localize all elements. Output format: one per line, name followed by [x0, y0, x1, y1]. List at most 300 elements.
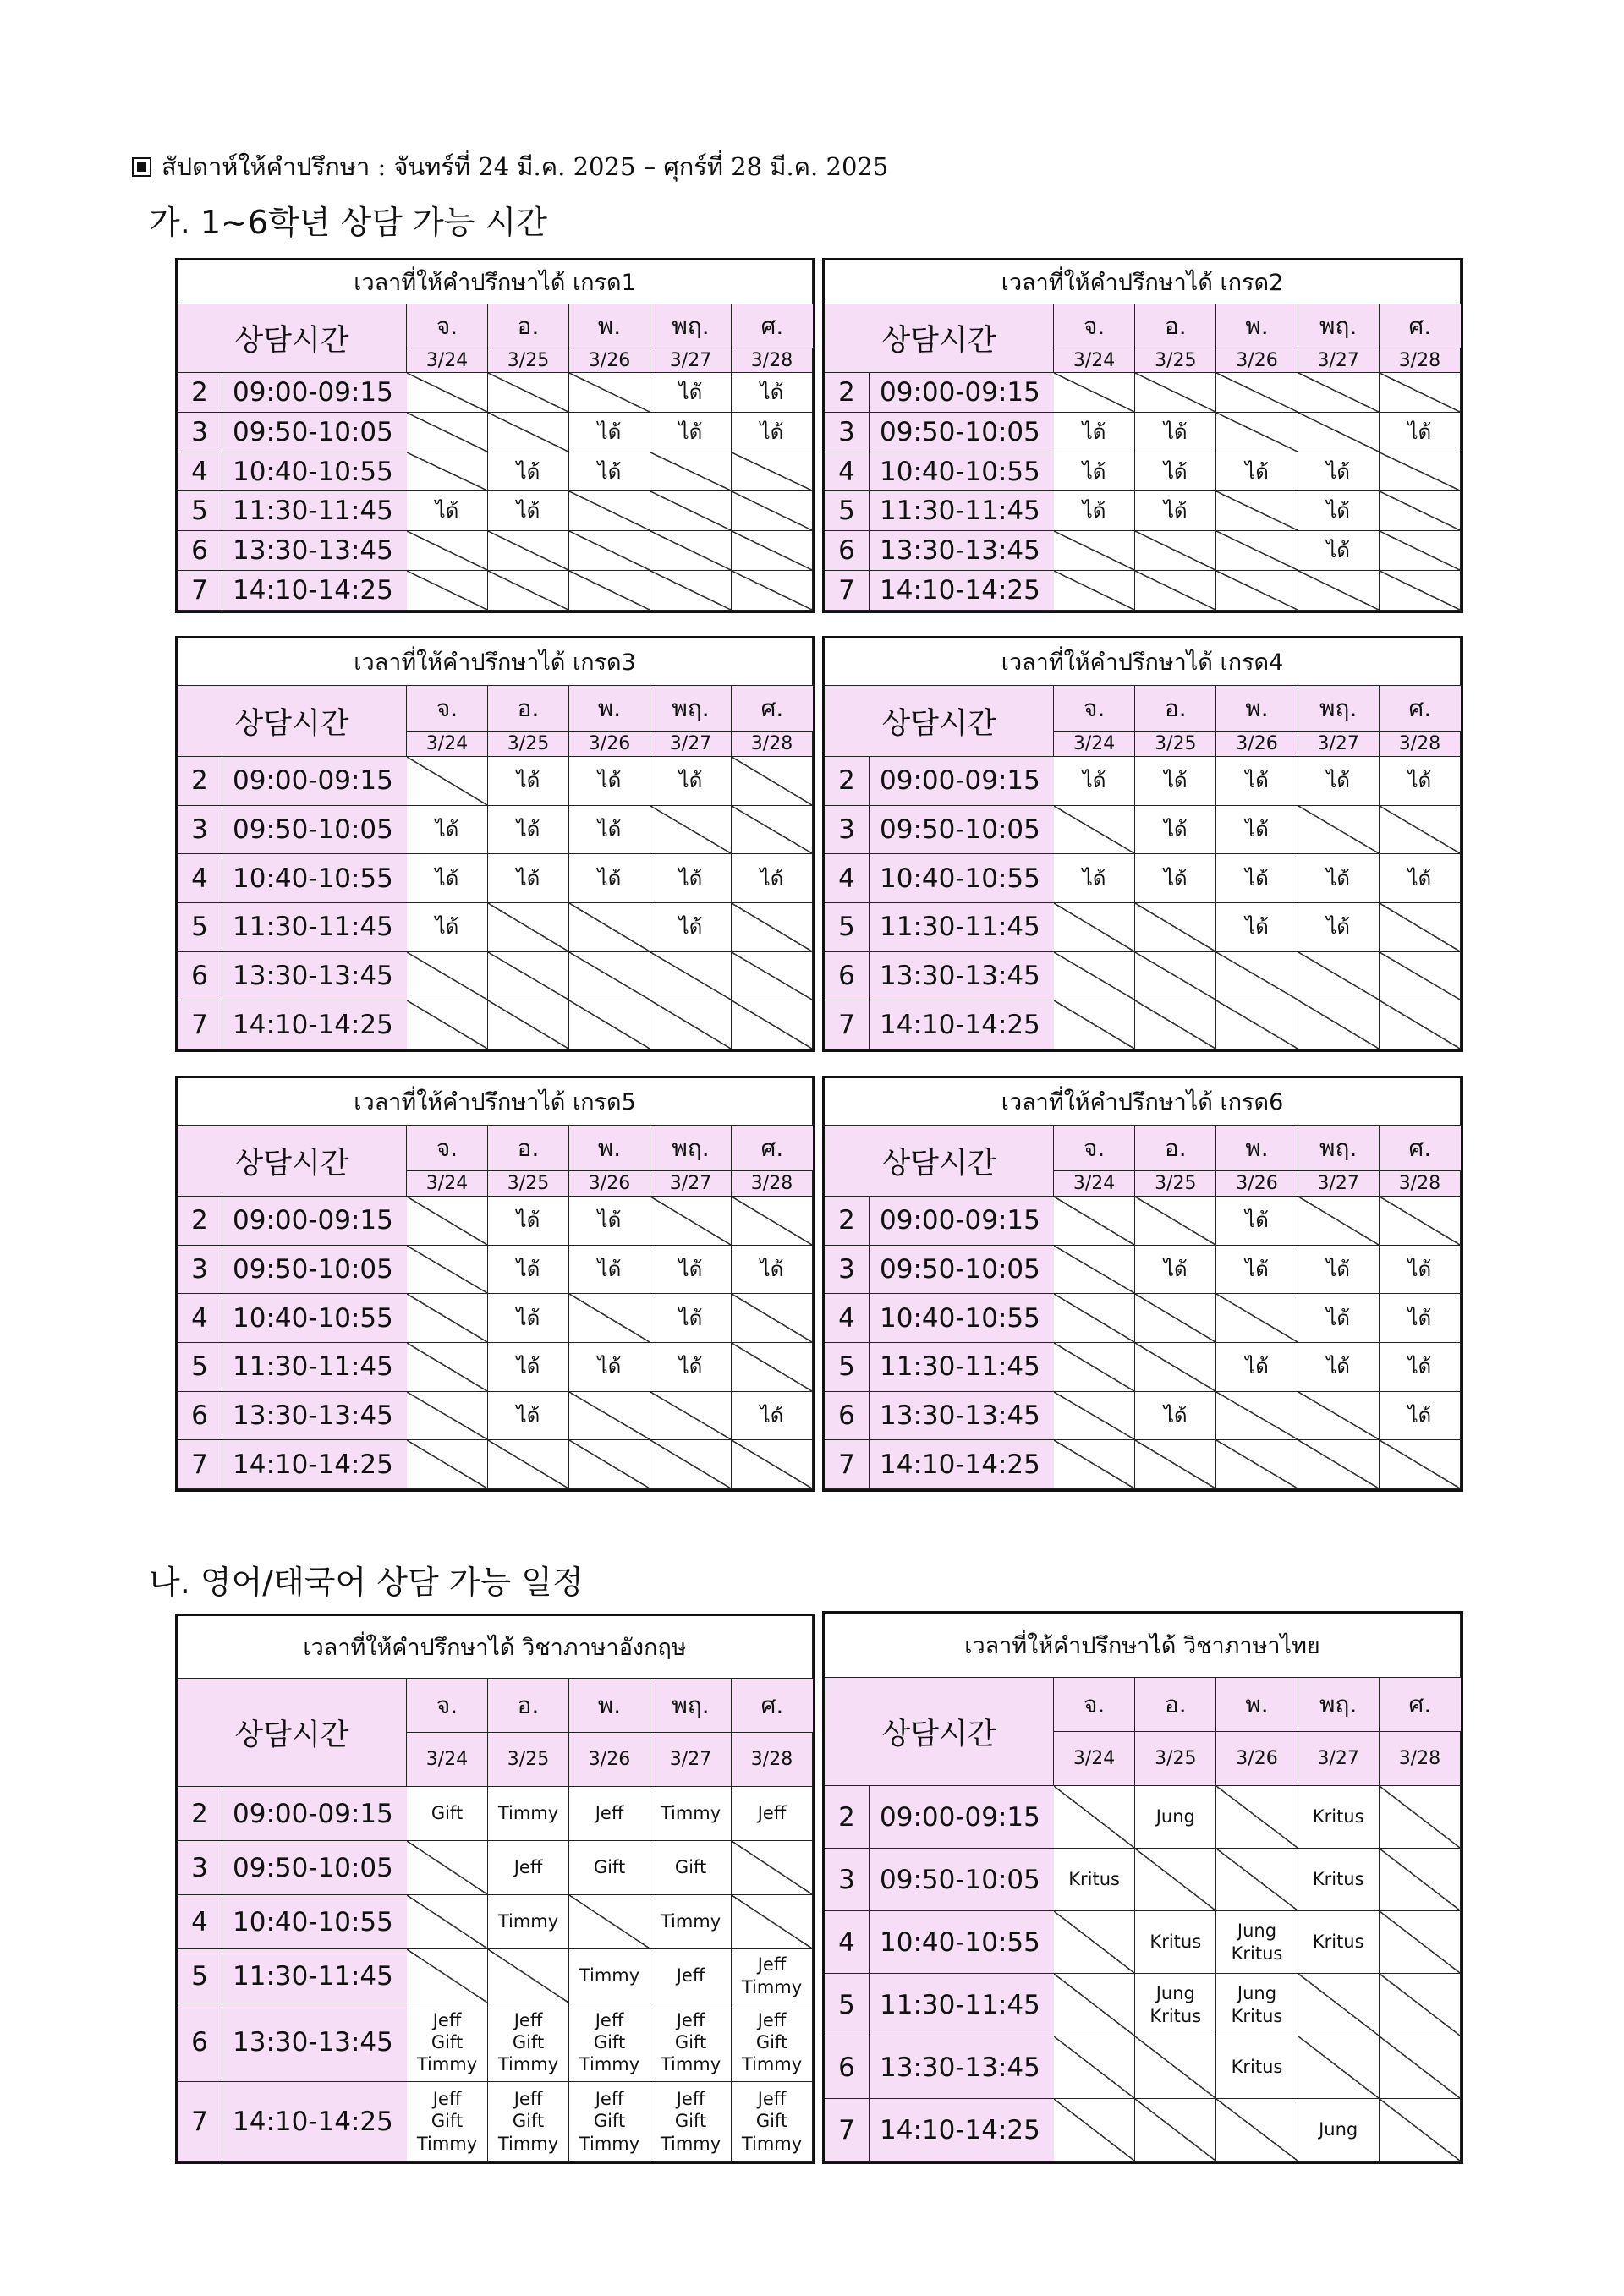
period-number: 5	[825, 1343, 870, 1392]
slot-name: Gift	[431, 2111, 464, 2132]
period-number: 6	[825, 952, 870, 1001]
period-number: 5	[825, 491, 870, 531]
slot-cell-unavailable	[1054, 531, 1135, 571]
period-time: 09:50-10:05	[222, 1841, 407, 1895]
date-header: 3/27	[650, 1171, 732, 1197]
slot-cell: ได้	[732, 373, 813, 413]
slot-cell-unavailable	[1135, 1440, 1216, 1489]
slot-cell: ได้	[488, 1197, 569, 1246]
date-header: 3/27	[1298, 732, 1380, 757]
day-header: พ.	[1216, 1678, 1298, 1732]
period-time: 13:30-13:45	[222, 1392, 407, 1441]
slot-cell: ได้	[1298, 452, 1380, 492]
slot-cell: ได้	[732, 1246, 813, 1295]
period-number: 5	[178, 1949, 222, 2003]
slot-cell-unavailable	[407, 571, 488, 611]
day-header: พ.	[569, 686, 650, 732]
consult-time-label: 상담시간	[825, 1126, 1054, 1197]
day-header: ศ.	[1380, 304, 1461, 348]
slot-cell: ได้	[1135, 452, 1216, 492]
slot-cell-unavailable	[488, 571, 569, 611]
date-header: 3/24	[1054, 732, 1135, 757]
period-time: 14:10-14:25	[870, 1000, 1054, 1049]
grade1-table	[175, 258, 815, 613]
date-header: 3/28	[1380, 1732, 1461, 1786]
slot-cell: Jung	[1135, 1786, 1216, 1849]
slot-cell-unavailable	[1216, 952, 1298, 1001]
slot-cell: ได้	[1054, 854, 1135, 903]
slot-cell: ได้	[650, 1343, 732, 1392]
period-time: 14:10-14:25	[870, 1440, 1054, 1489]
day-header: จ.	[407, 1126, 488, 1171]
slot-name: Timmy	[741, 1976, 803, 1997]
period-number: 5	[825, 903, 870, 952]
slot-cell-unavailable	[1298, 952, 1380, 1001]
period-number: 2	[825, 1197, 870, 1246]
period-time: 09:00-09:15	[222, 1197, 407, 1246]
section-a-title: 가. 1~6학년 상담 가능 시간	[149, 204, 547, 241]
slot-cell	[1216, 1974, 1298, 2036]
slot-cell-unavailable	[650, 452, 732, 492]
date-header: 3/25	[488, 1733, 569, 1787]
table-title: เวลาที่ให้คำปรึกษาได้ เกรด2	[825, 260, 1461, 304]
period-number: 2	[825, 757, 870, 806]
period-number: 5	[825, 1974, 870, 2036]
slot-cell	[569, 2082, 650, 2162]
slot-cell: ได้	[650, 1294, 732, 1343]
slot-cell: ได้	[407, 903, 488, 952]
slot-cell: ได้	[1216, 806, 1298, 855]
slot-cell: Kritus	[1216, 2036, 1298, 2099]
slot-cell-unavailable	[650, 1392, 732, 1441]
slot-cell-unavailable	[732, 952, 813, 1001]
period-time: 11:30-11:45	[870, 1343, 1054, 1392]
slot-cell-unavailable	[1054, 1294, 1135, 1343]
slot-name: Jeff	[513, 2089, 543, 2110]
period-number: 3	[178, 413, 222, 452]
day-header: พฤ.	[650, 1679, 732, 1733]
date-header: 3/28	[1380, 1171, 1461, 1197]
slot-cell-unavailable	[1380, 373, 1461, 413]
slot-cell-unavailable	[1380, 1000, 1461, 1049]
day-header: พ.	[569, 1679, 650, 1733]
slot-name: Jeff	[595, 2009, 624, 2030]
slot-cell-unavailable	[1135, 1849, 1216, 1911]
slot-cell-unavailable	[650, 1440, 732, 1489]
slot-name: Timmy	[660, 2133, 721, 2154]
slot-name: Jung	[1237, 1921, 1277, 1942]
slot-cell: Jeff	[650, 1949, 732, 2003]
slot-cell: ได้	[488, 1294, 569, 1343]
period-number: 7	[178, 571, 222, 611]
day-header: พ.	[569, 1126, 650, 1171]
period-time: 10:40-10:55	[222, 1294, 407, 1343]
slot-cell	[569, 2003, 650, 2082]
period-time: 09:50-10:05	[870, 1246, 1054, 1295]
date-header: 3/27	[650, 732, 732, 757]
period-time: 11:30-11:45	[222, 1343, 407, 1392]
period-time: 10:40-10:55	[222, 452, 407, 492]
slot-cell-unavailable	[1054, 1911, 1135, 1974]
slot-cell-unavailable	[407, 757, 488, 806]
period-number: 4	[825, 1294, 870, 1343]
slot-cell-unavailable	[1380, 1440, 1461, 1489]
period-time: 13:30-13:45	[870, 531, 1054, 571]
day-header: ศ.	[732, 1679, 813, 1733]
week-heading-text: สัปดาห์ให้คำปรึกษา : จันทร์ที่ 24 มี.ค. 2025 – ศุกร์ที่ 28 มี.ค. 2025	[162, 152, 889, 181]
date-header: 3/26	[1216, 1732, 1298, 1786]
section-b-title: 나. 영어/태국어 상담 가능 일정	[149, 1564, 584, 1601]
slot-cell-unavailable	[732, 1440, 813, 1489]
slot-cell-unavailable	[1135, 1000, 1216, 1049]
date-header: 3/28	[732, 732, 813, 757]
period-time: 13:30-13:45	[222, 952, 407, 1001]
slot-name: Timmy	[660, 2054, 721, 2075]
slot-cell-unavailable	[1298, 373, 1380, 413]
day-header: พฤ.	[650, 1126, 732, 1171]
slot-cell-unavailable	[407, 373, 488, 413]
date-header: 3/25	[488, 732, 569, 757]
slot-cell-unavailable	[1298, 1197, 1380, 1246]
slot-cell-unavailable	[732, 806, 813, 855]
date-header: 3/24	[1054, 1732, 1135, 1786]
slot-cell: ได้	[488, 854, 569, 903]
slot-cell: ได้	[488, 452, 569, 492]
slot-name: Gift	[431, 2031, 464, 2052]
slot-cell: ได้	[488, 1343, 569, 1392]
day-header: พ.	[569, 304, 650, 348]
slot-cell: ได้	[1298, 1294, 1380, 1343]
period-number: 6	[178, 2003, 222, 2082]
date-header: 3/26	[1216, 348, 1298, 373]
day-header: จ.	[407, 304, 488, 348]
period-number: 2	[825, 1786, 870, 1849]
period-number: 3	[825, 1849, 870, 1911]
slot-cell-unavailable	[488, 1440, 569, 1489]
grade5-table	[175, 1076, 815, 1492]
slot-cell: ได้	[569, 854, 650, 903]
slot-cell	[1216, 1911, 1298, 1974]
slot-name: Gift	[674, 2031, 707, 2052]
slot-cell-unavailable	[569, 952, 650, 1001]
grade3-table	[175, 636, 815, 1052]
period-time: 14:10-14:25	[222, 1440, 407, 1489]
day-header: อ.	[488, 1679, 569, 1733]
slot-name: Jeff	[595, 2089, 624, 2110]
period-number: 6	[825, 2036, 870, 2099]
slot-cell-unavailable	[732, 452, 813, 492]
slot-cell-unavailable	[1216, 1440, 1298, 1489]
slot-cell: ได้	[1216, 1246, 1298, 1295]
slot-cell-unavailable	[732, 903, 813, 952]
day-header: พฤ.	[650, 304, 732, 348]
slot-cell: ได้	[569, 1197, 650, 1246]
period-time: 10:40-10:55	[222, 854, 407, 903]
slot-cell-unavailable	[732, 571, 813, 611]
slot-cell-unavailable	[1380, 806, 1461, 855]
slot-name: Jeff	[432, 2009, 462, 2030]
period-time: 11:30-11:45	[222, 903, 407, 952]
slot-cell: ได้	[1216, 452, 1298, 492]
slot-cell: ได้	[1380, 1294, 1461, 1343]
slot-cell: ได้	[732, 854, 813, 903]
period-time: 10:40-10:55	[222, 1895, 407, 1949]
table-title: เวลาที่ให้คำปรึกษาได้ เกรด1	[178, 260, 813, 304]
period-time: 14:10-14:25	[222, 2082, 407, 2162]
slot-cell-unavailable	[1216, 1786, 1298, 1849]
period-time: 09:00-09:15	[870, 1786, 1054, 1849]
slot-cell: ได้	[488, 1392, 569, 1441]
slot-cell-unavailable	[407, 452, 488, 492]
slot-cell: Gift	[407, 1787, 488, 1841]
slot-cell: Kritus	[1298, 1911, 1380, 1974]
period-time: 11:30-11:45	[222, 491, 407, 531]
slot-cell	[1135, 1974, 1216, 2036]
period-number: 4	[825, 452, 870, 492]
slot-cell: ได้	[488, 491, 569, 531]
slot-cell-unavailable	[1298, 806, 1380, 855]
slot-cell-unavailable	[1135, 2099, 1216, 2162]
period-time: 10:40-10:55	[870, 854, 1054, 903]
period-number: 7	[178, 1000, 222, 1049]
slot-cell: ได้	[1298, 854, 1380, 903]
date-header: 3/28	[732, 1171, 813, 1197]
slot-cell	[488, 2082, 569, 2162]
date-header: 3/25	[1135, 732, 1216, 757]
slot-cell: ได้	[1298, 1343, 1380, 1392]
slot-cell-unavailable	[407, 531, 488, 571]
slot-cell: ได้	[407, 491, 488, 531]
date-header: 3/28	[732, 1733, 813, 1787]
day-header: จ.	[1054, 1126, 1135, 1171]
slot-cell-unavailable	[407, 1294, 488, 1343]
period-number: 6	[178, 1392, 222, 1441]
slot-cell: ได้	[1298, 1246, 1380, 1295]
slot-cell-unavailable	[1054, 1343, 1135, 1392]
slot-name: Jeff	[757, 2009, 787, 2030]
slot-name: Gift	[674, 2111, 707, 2132]
slot-cell-unavailable	[569, 531, 650, 571]
period-time: 09:50-10:05	[870, 806, 1054, 855]
slot-cell-unavailable	[650, 491, 732, 531]
slot-cell-unavailable	[732, 1000, 813, 1049]
slot-cell: ได้	[1135, 1246, 1216, 1295]
slot-cell-unavailable	[1380, 2099, 1461, 2162]
date-header: 3/27	[650, 348, 732, 373]
slot-cell-unavailable	[1216, 491, 1298, 531]
slot-cell-unavailable	[1135, 373, 1216, 413]
slot-cell-unavailable	[407, 1000, 488, 1049]
slot-cell: Kritus	[1298, 1849, 1380, 1911]
slot-cell-unavailable	[1380, 531, 1461, 571]
slot-cell-unavailable	[650, 952, 732, 1001]
slot-cell	[650, 2082, 732, 2162]
slot-cell: ได้	[1054, 757, 1135, 806]
square-bullet-icon	[132, 157, 151, 177]
slot-cell-unavailable	[1298, 1392, 1380, 1441]
slot-name: Gift	[593, 2111, 626, 2132]
slot-cell-unavailable	[732, 1895, 813, 1949]
date-header: 3/25	[1135, 1732, 1216, 1786]
slot-cell: Timmy	[569, 1949, 650, 2003]
slot-name: Timmy	[497, 2133, 559, 2154]
slot-cell: Jeff	[488, 1841, 569, 1895]
day-header: อ.	[488, 1126, 569, 1171]
period-number: 7	[825, 571, 870, 611]
thai-table	[822, 1611, 1463, 2164]
slot-cell-unavailable	[1054, 1786, 1135, 1849]
consult-time-label: 상담시간	[178, 1126, 407, 1197]
grade4-table	[822, 636, 1463, 1052]
period-number: 4	[178, 452, 222, 492]
date-header: 3/28	[1380, 732, 1461, 757]
slot-cell-unavailable	[1380, 1786, 1461, 1849]
period-time: 13:30-13:45	[222, 2003, 407, 2082]
slot-name: Gift	[755, 2031, 788, 2052]
slot-cell: Kritus	[1054, 1849, 1135, 1911]
date-header: 3/26	[569, 1733, 650, 1787]
table-title: เวลาที่ให้คำปรึกษาได้ เกรด6	[825, 1078, 1461, 1126]
day-header: จ.	[1054, 1678, 1135, 1732]
slot-cell-unavailable	[569, 1440, 650, 1489]
slot-cell-unavailable	[1135, 903, 1216, 952]
slot-cell: ได้	[569, 413, 650, 452]
slot-cell-unavailable	[488, 373, 569, 413]
period-time: 10:40-10:55	[870, 1294, 1054, 1343]
slot-cell-unavailable	[1380, 2036, 1461, 2099]
slot-cell: ได้	[569, 806, 650, 855]
slot-cell	[650, 2003, 732, 2082]
slot-cell-unavailable	[407, 1343, 488, 1392]
day-header: จ.	[1054, 686, 1135, 732]
period-number: 5	[178, 1343, 222, 1392]
slot-cell-unavailable	[407, 1197, 488, 1246]
slot-cell: ได้	[1380, 1246, 1461, 1295]
slot-cell-unavailable	[569, 1392, 650, 1441]
date-header: 3/25	[1135, 348, 1216, 373]
slot-cell-unavailable	[488, 903, 569, 952]
slot-cell-unavailable	[1216, 1294, 1298, 1343]
slot-cell-unavailable	[1380, 571, 1461, 611]
slot-cell: ได้	[1054, 413, 1135, 452]
consult-time-label: 상담시간	[825, 304, 1054, 373]
slot-cell-unavailable	[488, 1000, 569, 1049]
period-number: 3	[178, 1841, 222, 1895]
slot-cell: ได้	[1216, 1197, 1298, 1246]
period-time: 13:30-13:45	[870, 2036, 1054, 2099]
date-header: 3/24	[1054, 1171, 1135, 1197]
slot-name: Kritus	[1231, 2005, 1283, 2026]
slot-cell-unavailable	[1054, 571, 1135, 611]
date-header: 3/26	[569, 348, 650, 373]
slot-name: Jeff	[757, 2089, 787, 2110]
period-time: 09:50-10:05	[222, 806, 407, 855]
period-time: 14:10-14:25	[870, 571, 1054, 611]
slot-cell-unavailable	[407, 413, 488, 452]
english-table	[175, 1614, 815, 2164]
slot-cell-unavailable	[569, 1294, 650, 1343]
table-title: เวลาที่ให้คำปรึกษาได้ เกรด3	[178, 638, 813, 686]
slot-cell: ได้	[1216, 1343, 1298, 1392]
period-time: 13:30-13:45	[870, 952, 1054, 1001]
slot-cell-unavailable	[650, 806, 732, 855]
grade6-table	[822, 1076, 1463, 1492]
day-header: ศ.	[1380, 686, 1461, 732]
slot-cell-unavailable	[1380, 491, 1461, 531]
day-header: ศ.	[732, 1126, 813, 1171]
slot-name: Jeff	[676, 2089, 705, 2110]
day-header: พ.	[1216, 304, 1298, 348]
slot-cell-unavailable	[1380, 1197, 1461, 1246]
slot-name: Timmy	[579, 2133, 640, 2154]
day-header: ศ.	[732, 304, 813, 348]
slot-cell-unavailable	[1380, 903, 1461, 952]
period-number: 6	[178, 952, 222, 1001]
day-header: พฤ.	[1298, 1678, 1380, 1732]
slot-cell-unavailable	[650, 1197, 732, 1246]
slot-cell: ได้	[1054, 491, 1135, 531]
period-number: 6	[178, 531, 222, 571]
slot-name: Jung	[1155, 1983, 1195, 2004]
slot-cell: ได้	[1380, 757, 1461, 806]
period-time: 14:10-14:25	[870, 2099, 1054, 2162]
period-number: 7	[825, 1000, 870, 1049]
slot-cell: ได้	[488, 806, 569, 855]
period-number: 4	[178, 1294, 222, 1343]
slot-cell: ได้	[1054, 452, 1135, 492]
date-header: 3/24	[1054, 348, 1135, 373]
slot-name: Timmy	[416, 2054, 478, 2075]
period-number: 2	[178, 757, 222, 806]
slot-name: Kritus	[1149, 2005, 1202, 2026]
table-title: เวลาที่ให้คำปรึกษาได้ วิชาภาษาไทย	[825, 1614, 1461, 1678]
period-time: 09:00-09:15	[222, 1787, 407, 1841]
slot-cell-unavailable	[1054, 952, 1135, 1001]
slot-cell-unavailable	[1054, 1246, 1135, 1295]
slot-cell-unavailable	[488, 952, 569, 1001]
slot-cell: ได้	[1380, 1343, 1461, 1392]
period-number: 7	[178, 2082, 222, 2162]
slot-cell-unavailable	[407, 1392, 488, 1441]
date-header: 3/24	[407, 732, 488, 757]
slot-name: Jeff	[676, 2009, 705, 2030]
slot-cell: ได้	[650, 854, 732, 903]
slot-cell-unavailable	[1216, 413, 1298, 452]
slot-cell-unavailable	[1380, 452, 1461, 492]
slot-cell: Gift	[569, 1841, 650, 1895]
slot-cell-unavailable	[1054, 1197, 1135, 1246]
slot-cell-unavailable	[732, 531, 813, 571]
slot-cell	[732, 2082, 813, 2162]
slot-cell: Kritus	[1298, 1786, 1380, 1849]
consult-time-label: 상담시간	[178, 1679, 407, 1787]
slot-name: Timmy	[497, 2054, 559, 2075]
consult-time-label: 상담시간	[825, 686, 1054, 757]
slot-cell: ได้	[1216, 903, 1298, 952]
slot-name: Jeff	[757, 1954, 787, 1975]
consult-time-label: 상담시간	[178, 686, 407, 757]
slot-cell-unavailable	[1135, 1294, 1216, 1343]
slot-cell	[732, 2003, 813, 2082]
slot-cell-unavailable	[732, 1343, 813, 1392]
slot-cell: ได้	[569, 1343, 650, 1392]
table-title: เวลาที่ให้คำปรึกษาได้ เกรด5	[178, 1078, 813, 1126]
slot-cell: ได้	[650, 1246, 732, 1295]
period-time: 10:40-10:55	[870, 1911, 1054, 1974]
slot-cell: ได้	[1298, 757, 1380, 806]
period-number: 3	[825, 1246, 870, 1295]
slot-cell-unavailable	[407, 952, 488, 1001]
